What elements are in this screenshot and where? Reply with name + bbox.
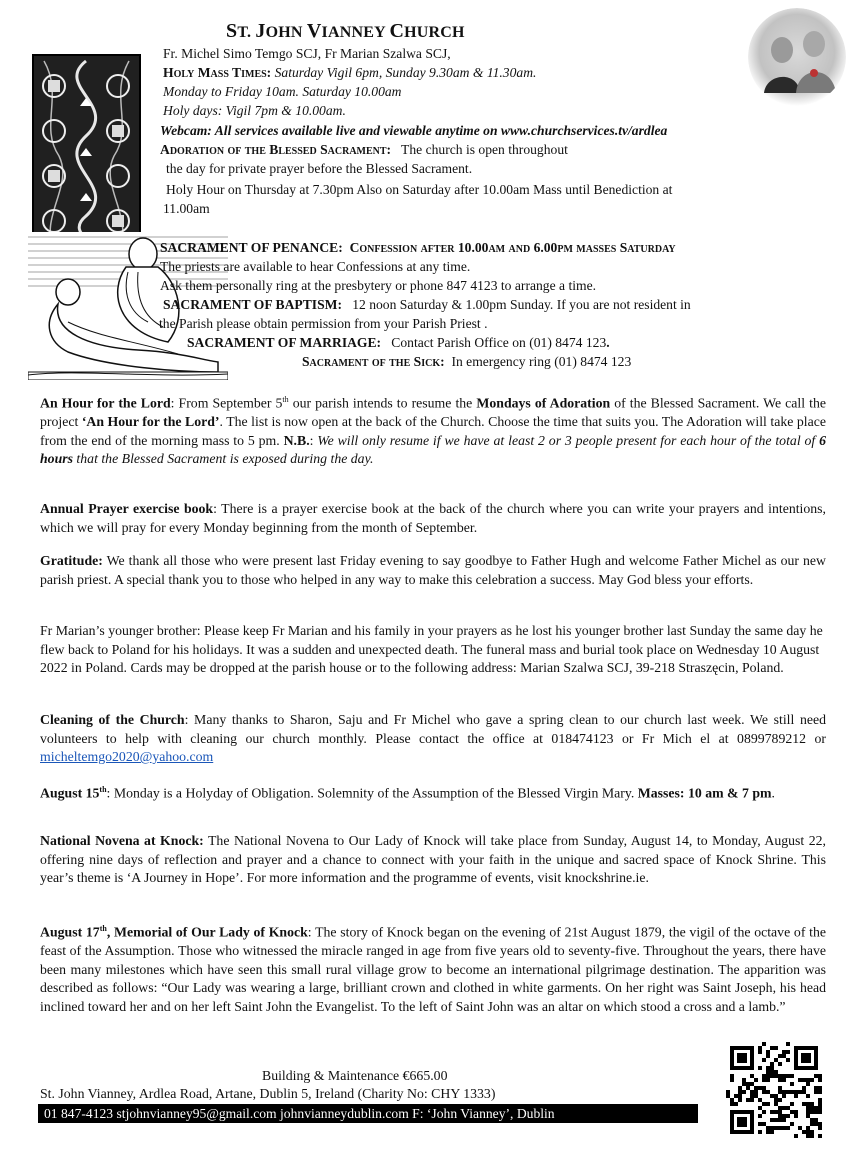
baptism-line: SACRAMENT OF BAPTISM: 12 noon Saturday & 1.00pm Sunday. If you are not resident in: [163, 297, 691, 312]
august15-section: [40, 781, 826, 803]
holy-days-line: Holy days: Vigil 7pm & 10.00am.: [163, 103, 346, 118]
penance-line: SACRAMENT OF PENANCE: Confession after 10.00am and 6.00pm masses Saturday: [160, 240, 676, 255]
holy-hour-line: Holy Hour on Thursday at 7.30pm Also on Saturday after 10.00am Mass until Benediction at: [166, 182, 673, 197]
contact-bar: 01 847-4123 stjohnvianney95@gmail.com johnvianneydublin.com F: ‘John Vianney’, Dublin: [38, 1104, 698, 1123]
prayer-book-paragraph: Annual Prayer exercise book: There is a prayer exercise book at the back of the church where you can write your prayers and intentions, which we will pray for every Monday beginning from the month of September.: [40, 501, 826, 535]
baptism-line-2: the Parish please obtain permission from your Parish Priest .: [159, 316, 488, 331]
founders-portrait-icon: [748, 8, 846, 106]
penance-text-2: Ask them personally ring at the presbytery or phone 847 4123 to arrange a time.: [160, 278, 597, 293]
ornamental-panel-icon: [32, 54, 141, 253]
fr-marian-paragraph: Fr Marian’s younger brother: Please keep Fr Marian and his family in your prayers as he lost his younger brother last Sunday the same day he flew back to Poland for his holidays. It was a sudden and unexpected death. The funeral mass and burial took place on Wednesday 10 August 2022 in Poland. Cards may be dropped at the parish house or to the following address: Marian Szalwa SCJ, 39-218 Straszęcin, Poland.: [40, 623, 823, 676]
adoration-line-2: the day for private prayer before the Blessed Sacrament.: [166, 161, 473, 176]
newsletter-header: [0, 0, 850, 385]
email-link[interactable]: micheltemgo2020@yahoo.com: [40, 749, 214, 765]
marriage-line: SACRAMENT OF MARRIAGE: Contact Parish Office on (01) 8474 123.: [187, 335, 610, 350]
prayer-book-section: [40, 500, 826, 537]
weekday-times-line: Monday to Friday 10am. Saturday 10.00am: [163, 84, 402, 99]
august15-paragraph: August 15th: Monday is a Holyday of Obligation. Solemnity of the Assumption of the Blessed Virgin Mary. Masses: 10 am & 7 pm.: [40, 785, 775, 801]
august17-section: [40, 920, 826, 1017]
parish-address: St. John Vianney, Ardlea Road, Artane, Dublin 5, Ireland (Charity No: CHY 1333): [40, 1086, 496, 1101]
cleaning-paragraph: Cleaning of the Church: Many thanks to Sharon, Saju and Fr Michel who gave a spring clean to our church last week. We still need volunteers to help with cleaning our church monthly. Please contact the office at 018474123 or Fr Mich el at 0899789212 or micheltemgo2020@yahoo.com: [40, 712, 826, 765]
august17-paragraph: August 17th, Memorial of Our Lady of Knock: The story of Knock began on the evening of 21st August 1879, the vigil of the octave of the feast of the Assumption. Those who witnessed the miracle ranged in age from five years old to seventy-five. Throughout the years, there have been many milestones which have seen this small rural village grow to become an international pilgrimage destination. The apparition was described as follows: “Our Lady was wearing a large, brilliant crown and clothed in white garments. On her right was Saint Joseph, his head inclined toward her and on her left Saint John the Evangelist. To the left of Saint John was an altar on which stood a cross and a lamb.”: [40, 924, 826, 1014]
church-title: ST. JOHN VIANNEY CHURCH: [226, 20, 465, 42]
cleaning-section: [40, 711, 826, 767]
priests-line: Fr. Michel Simo Temgo SCJ, Fr Marian Szalwa SCJ,: [163, 46, 451, 61]
building-maintenance-total: Building & Maintenance €665.00: [262, 1068, 448, 1083]
fr-marian-section: [40, 622, 826, 678]
sick-line: Sacrament of the Sick: In emergency ring (01) 8474 123: [302, 354, 632, 369]
holy-hour-line-2: 11.00am: [163, 201, 210, 216]
adoration-line: Adoration of the Blessed Sacrament: The church is open throughout: [160, 142, 568, 157]
knock-novena-paragraph: National Novena at Knock: The National Novena to Our Lady of Knock will take place from Sunday, August 14, to Monday, August 22, offering nine days of reflection and prayer and a chance to connect with your faith in the unique and sacred space of Knock Shrine. This year’s theme is ‘A Journey in Hope’. For more information and the programme of events, visit knockshrine.ie.: [40, 833, 826, 886]
mass-times-line: Holy Mass Times: Saturday Vigil 6pm, Sunday 9.30am & 11.30am.: [163, 65, 537, 80]
hour-for-lord-paragraph: An Hour for the Lord: From September 5th our parish intends to resume the Mondays of Adoration of the Blessed Sacrament. We call the project ‘An Hour for the Lord’. The list is now open at the back of the Church. Choose the time that suits you. The Adoration will take place from the end of the morning mass to 5 pm. N.B.: We will only resume if we have at least 2 or 3 people present for each hour of the total of 6 hours that the Blessed Sacrament is exposed during the day.: [40, 395, 826, 467]
qr-code-icon[interactable]: [726, 1042, 822, 1138]
hour-for-lord-section: [40, 391, 826, 469]
knock-novena-section: [40, 832, 826, 888]
webcam-line: Webcam: All services available live and viewable anytime on www.churchservices.tv/ardlea: [160, 123, 668, 138]
gratitude-paragraph: Gratitude: We thank all those who were present last Friday evening to say goodbye to Father Hugh and welcome Father Michel as our new parish priest. A special thank you to those who helped in any way to make this celebration a success. May God bless your efforts.: [40, 553, 826, 587]
penance-text-1: The priests are available to hear Confessions at any time.: [160, 259, 471, 274]
gratitude-section: [40, 552, 826, 589]
